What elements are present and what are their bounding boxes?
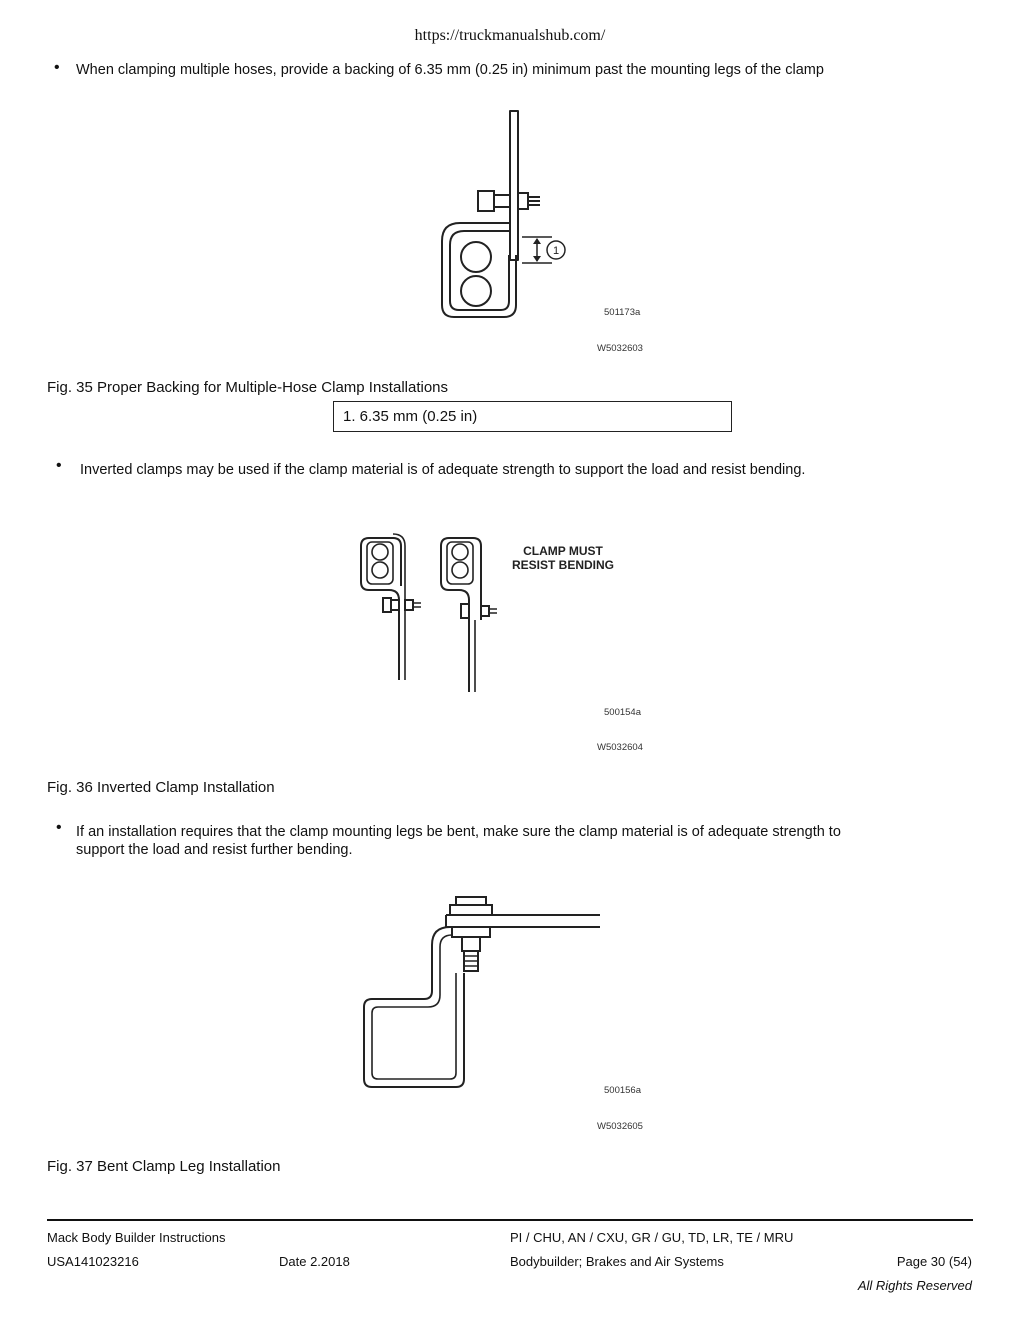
footer-models: PI / CHU, AN / CXU, GR / GU, TD, LR, TE / MRU — [510, 1230, 794, 1245]
footer-date: Date 2.2018 — [279, 1254, 350, 1269]
callout-item: 1. 6.35 mm (0.25 in) — [343, 408, 478, 425]
figure-id: W5032605 — [597, 1121, 643, 1132]
figure-36-drawing — [355, 530, 655, 700]
bullet-text-3-line2: support the load and resist further bending. — [76, 842, 353, 858]
bullet-text-1: When clamping multiple hoses, provide a backing of 6.35 mm (0.25 in) minimum past the mounting legs of the clamp — [76, 62, 824, 78]
footer-rule — [47, 1219, 973, 1221]
image-code: 501173a — [604, 307, 641, 318]
bullet-marker: • — [56, 457, 62, 474]
figure-caption: Fig. 35 Proper Backing for Multiple-Hose Clamp Installations — [47, 379, 449, 396]
figure-caption: Fig. 37 Bent Clamp Leg Installation — [47, 1158, 281, 1175]
footer-rights: All Rights Reserved — [857, 1278, 972, 1293]
figure-label-line1: CLAMP MUST — [523, 544, 603, 558]
bullet-marker: • — [54, 59, 60, 76]
bullet-marker: • — [56, 819, 62, 836]
callout-table — [333, 401, 732, 432]
figure-caption: Fig. 36 Inverted Clamp Installation — [47, 779, 275, 796]
callout-1-label: 1 — [552, 245, 560, 257]
figure-label-line2: RESIST BENDING — [511, 558, 615, 572]
bullet-text-2: Inverted clamps may be used if the clamp material is of adequate strength to support the load and resist bending. — [80, 462, 806, 478]
figure-35-drawing — [430, 105, 660, 325]
footer-subject: Bodybuilder; Brakes and Air Systems — [510, 1254, 724, 1269]
footer-page-number: Page 30 (54) — [896, 1254, 972, 1269]
footer-doc-number: USA141023216 — [47, 1254, 139, 1269]
figure-id: W5032604 — [597, 742, 643, 753]
footer-doc-title: Mack Body Builder Instructions — [47, 1230, 226, 1245]
figure-37-drawing — [360, 893, 605, 1093]
header-url: https://truckmanualshub.com/ — [414, 27, 606, 44]
image-code: 500154a — [604, 707, 641, 718]
image-code: 500156a — [604, 1085, 641, 1096]
figure-id: W5032603 — [597, 343, 643, 354]
bullet-text-3-line1: If an installation requires that the clamp mounting legs be bent, make sure the clamp material is of adequate strength to — [76, 824, 841, 840]
